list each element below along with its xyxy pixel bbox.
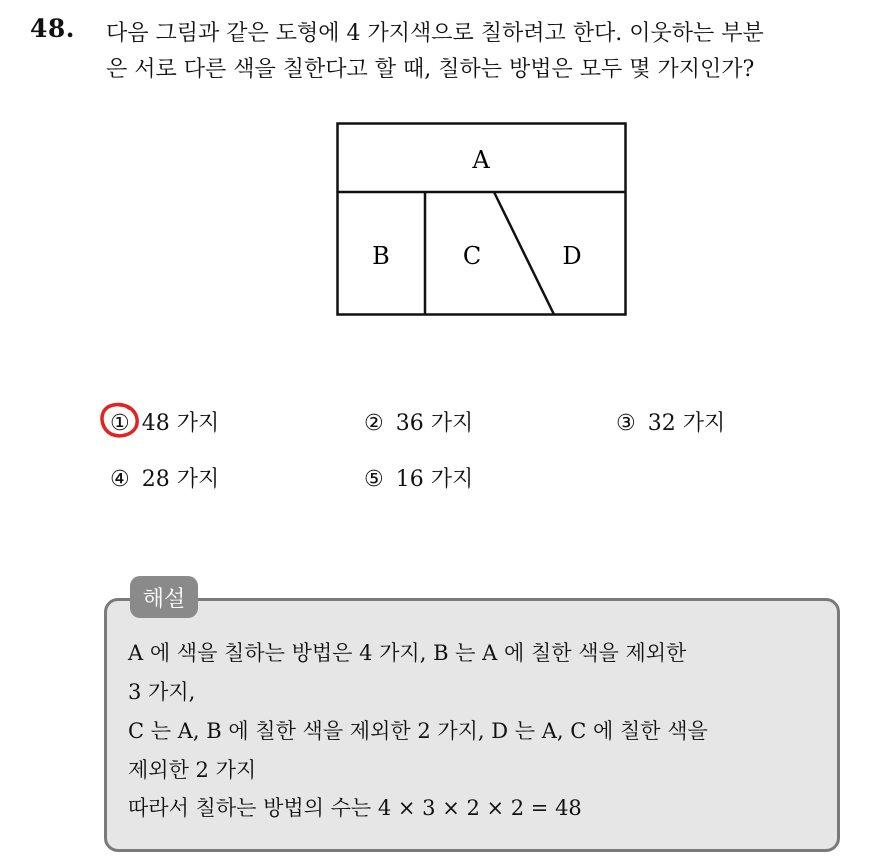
question-text-line-2: 은 서로 다른 색을 칠한다고 할 때, 칠하는 방법은 모두 몇 가지인가? xyxy=(106,57,755,82)
option-1-mark: ① xyxy=(110,411,130,436)
option-3-mark: ③ xyxy=(616,411,636,436)
option-5[interactable] xyxy=(364,462,473,493)
diagram-c-d-diagonal xyxy=(494,192,554,315)
option-5-text: 16 가지 xyxy=(395,467,474,492)
question-number: 48. xyxy=(30,14,75,43)
option-4-text: 28 가지 xyxy=(141,467,220,492)
solution-line-3: C 는 A, B 에 칠한 색을 제외한 2 가지, D 는 A, C 에 칠한 색을 xyxy=(128,719,708,743)
solution-line-1: A 에 색을 칠하는 방법은 4 가지, B 는 A 에 칠한 색을 제외한 xyxy=(128,641,687,665)
region-diagram xyxy=(336,122,628,318)
solution-line-4: 제외한 2 가지 xyxy=(128,758,257,782)
option-2[interactable] xyxy=(364,406,473,437)
region-label-b: B xyxy=(372,242,390,270)
region-label-d: D xyxy=(562,242,582,270)
option-3-text: 32 가지 xyxy=(647,411,726,436)
option-1-text: 48 가지 xyxy=(141,411,220,436)
question-text-line-1: 다음 그림과 같은 도형에 4 가지색으로 칠하려고 한다. 이웃하는 부분 xyxy=(106,21,764,46)
option-4-mark: ④ xyxy=(110,467,130,492)
option-5-mark: ⑤ xyxy=(364,467,384,492)
option-3[interactable] xyxy=(616,406,725,437)
option-4[interactable] xyxy=(110,462,219,493)
answer-circle-icon xyxy=(99,401,141,439)
option-2-text: 36 가지 xyxy=(395,411,474,436)
solution-line-5: 따라서 칠하는 방법의 수는 4 × 3 × 2 × 2 = 48 xyxy=(128,796,582,820)
region-label-a: A xyxy=(472,146,490,174)
solution-line-2: 3 가지, xyxy=(128,680,196,704)
option-2-mark: ② xyxy=(364,411,384,436)
solution-tag: 해설 xyxy=(130,576,198,618)
region-label-c: C xyxy=(462,242,482,270)
